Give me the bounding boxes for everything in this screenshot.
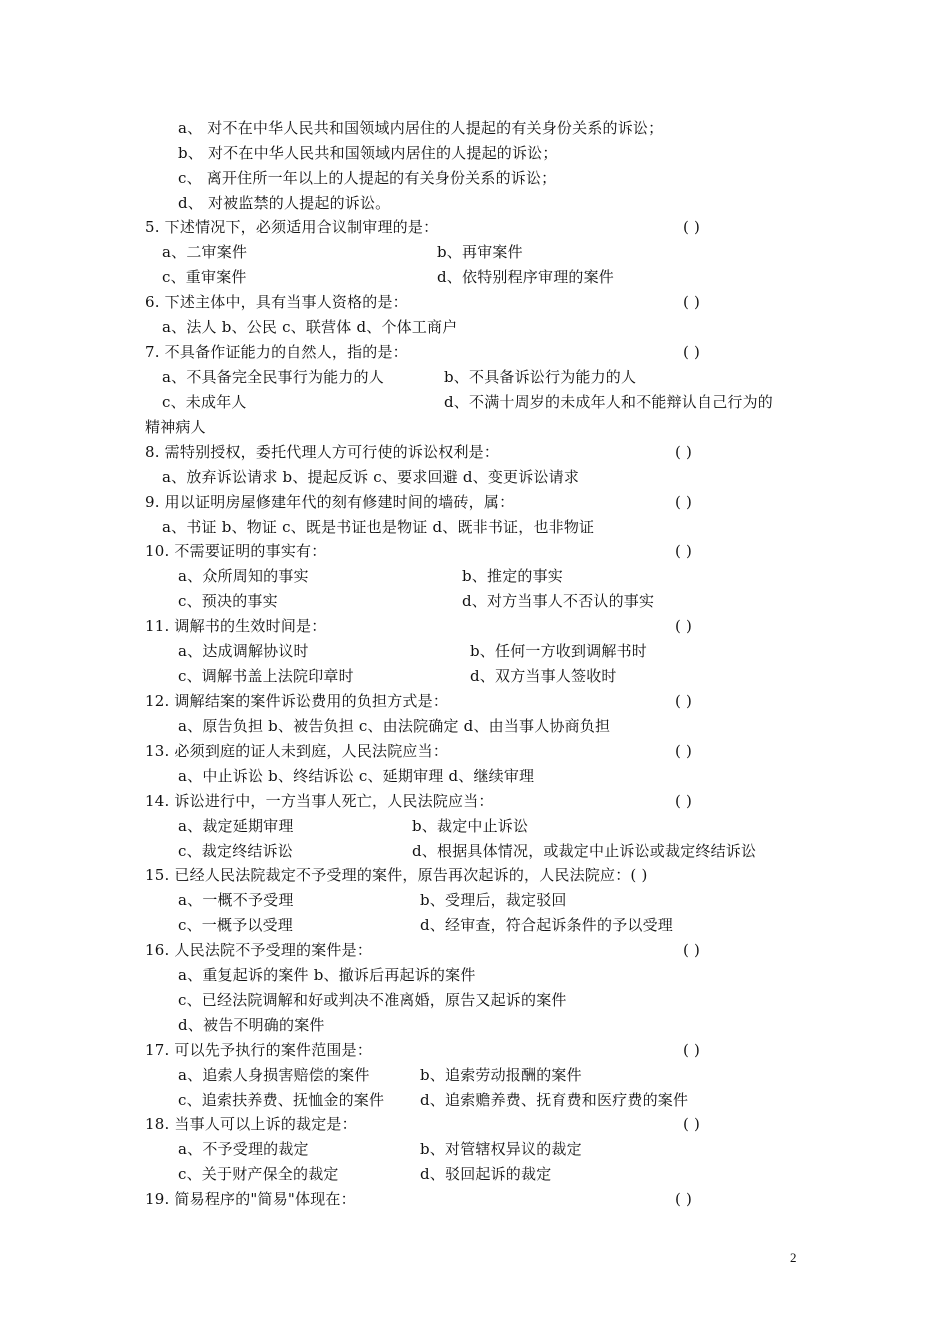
text-line-q10-c: c、预决的事实 — [178, 592, 278, 610]
text-line-q16-c: c、已经法院调解和好或判决不准离婚，原告又起诉的案件 — [178, 991, 567, 1009]
text-line-q18-b: b、对管辖权异议的裁定 — [420, 1140, 582, 1158]
text-line-q9-opts: a、书证 b、物证 c、既是书证也是物证 d、既非书证，也非物证 — [162, 518, 595, 536]
text-line-q17-b: b、追索劳动报酬的案件 — [420, 1066, 582, 1084]
text-line-q14-d: d、根据具体情况，或裁定中止诉讼或裁定终结诉讼 — [412, 842, 757, 860]
text-line-q14-paren: ( ) — [675, 792, 693, 810]
text-line-q16-ab: a、重复起诉的案件 b、撤诉后再起诉的案件 — [178, 966, 476, 984]
text-line-q7-paren: ( ) — [683, 343, 701, 361]
text-line-q17-d: d、追索赡养费、抚育费和医疗费的案件 — [420, 1091, 689, 1109]
text-line-q13-paren: ( ) — [675, 742, 693, 760]
text-line-q7-c: c、未成年人 — [162, 393, 247, 411]
text-line-q18-c: c、关于财产保全的裁定 — [178, 1165, 339, 1183]
text-line-q6-paren: ( ) — [683, 293, 701, 311]
text-line-q11-paren: ( ) — [675, 617, 693, 635]
text-line-q10-a: a、众所周知的事实 — [178, 567, 309, 585]
text-line-q14-b: b、裁定中止诉讼 — [412, 817, 529, 835]
text-line-q14-a: a、裁定延期审理 — [178, 817, 294, 835]
text-line-q4-c: c、 离开住所一年以上的人提起的有关身份关系的诉讼； — [178, 169, 557, 187]
text-line-q17-c: c、追索扶养费、抚恤金的案件 — [178, 1091, 385, 1109]
text-line-q19: 19. 简易程序的"简易"体现在： — [145, 1190, 356, 1208]
text-line-q9: 9. 用以证明房屋修建年代的刻有修建时间的墙砖，属： — [145, 493, 515, 511]
text-line-q17: 17. 可以先予执行的案件范围是： — [145, 1041, 373, 1059]
text-line-q10-d: d、对方当事人不否认的事实 — [462, 592, 655, 610]
text-line-q11-b: b、任何一方收到调解书时 — [470, 642, 648, 660]
text-line-q18: 18. 当事人可以上诉的裁定是： — [145, 1115, 357, 1133]
text-line-q7: 7. 不具备作证能力的自然人，指的是： — [145, 343, 408, 361]
text-line-q5-c: c、重审案件 — [162, 268, 247, 286]
text-line-q9-paren: ( ) — [675, 493, 693, 511]
text-line-q5-d: d、依特别程序审理的案件 — [437, 268, 615, 286]
text-line-q7-d2: 精神病人 — [145, 418, 206, 436]
text-line-q16-paren: ( ) — [683, 941, 701, 959]
text-line-q6: 6. 下述主体中，具有当事人资格的是： — [145, 293, 408, 311]
text-line-q15-a: a、一概不予受理 — [178, 891, 294, 909]
text-line-q15: 15. 已经人民法院裁定不予受理的案件，原告再次起诉的，人民法院应：( ) — [145, 866, 648, 884]
text-line-q11: 11. 调解书的生效时间是： — [145, 617, 327, 635]
text-line-q7-a: a、不具备完全民事行为能力的人 — [162, 368, 384, 386]
text-line-q12: 12. 调解结案的案件诉讼费用的负担方式是： — [145, 692, 449, 710]
text-line-q4-b: b、 对不在中华人民共和国领域内居住的人提起的诉讼； — [178, 144, 558, 162]
text-line-q11-a: a、达成调解协议时 — [178, 642, 309, 660]
text-line-q8-paren: ( ) — [675, 443, 693, 461]
text-line-q13-opts: a、中止诉讼 b、终结诉讼 c、延期审理 d、继续审理 — [178, 767, 535, 785]
text-line-q18-paren: ( ) — [683, 1115, 701, 1133]
text-line-q5: 5. 下述情况下，必须适用合议制审理的是： — [145, 218, 439, 236]
text-line-q14-c: c、裁定终结诉讼 — [178, 842, 294, 860]
text-line-q10-b: b、推定的事实 — [462, 567, 564, 585]
text-line-q11-d: d、双方当事人签收时 — [470, 667, 617, 685]
text-line-q15-b: b、受理后，裁定驳回 — [420, 891, 567, 909]
text-line-q6-opts: a、法人 b、公民 c、联营体 d、个体工商户 — [162, 318, 458, 336]
text-line-q10-paren: ( ) — [675, 542, 693, 560]
text-line-q19-paren: ( ) — [675, 1190, 693, 1208]
text-line-q5-a: a、二审案件 — [162, 243, 248, 261]
text-line-q7-d: d、不满十周岁的未成年人和不能辩认自己行为的 — [444, 393, 774, 411]
text-line-q18-a: a、不予受理的裁定 — [178, 1140, 309, 1158]
text-line-q8-opts: a、放弃诉讼请求 b、提起反诉 c、要求回避 d、变更诉讼请求 — [162, 468, 580, 486]
text-line-q7-b: b、不具备诉讼行为能力的人 — [444, 368, 637, 386]
text-line-q17-paren: ( ) — [683, 1041, 701, 1059]
text-line-q17-a: a、追索人身损害赔偿的案件 — [178, 1066, 370, 1084]
page-number: 2 — [790, 1250, 797, 1265]
text-line-q15-d: d、经审查，符合起诉条件的予以受理 — [420, 916, 674, 934]
text-line-q5-paren: ( ) — [683, 218, 701, 236]
text-line-q16-d: d、被告不明确的案件 — [178, 1016, 325, 1034]
text-line-q4-a: a、 对不在中华人民共和国领域内居住的人提起的有关身份关系的诉讼； — [178, 119, 664, 137]
text-line-q16: 16. 人民法院不予受理的案件是： — [145, 941, 373, 959]
text-line-q13: 13. 必须到庭的证人未到庭，人民法院应当： — [145, 742, 449, 760]
text-line-q8: 8. 需特别授权，委托代理人方可行使的诉讼权利是： — [145, 443, 500, 461]
text-line-q5-b: b、再审案件 — [437, 243, 523, 261]
text-line-q11-c: c、调解书盖上法院印章时 — [178, 667, 354, 685]
text-line-q14: 14. 诉讼进行中，一方当事人死亡，人民法院应当： — [145, 792, 494, 810]
text-line-q12-opts: a、原告负担 b、被告负担 c、由法院确定 d、由当事人协商负担 — [178, 717, 611, 735]
text-line-q12-paren: ( ) — [675, 692, 693, 710]
text-line-q18-d: d、驳回起诉的裁定 — [420, 1165, 552, 1183]
text-line-q15-c: c、一概予以受理 — [178, 916, 294, 934]
text-line-q10: 10. 不需要证明的事实有： — [145, 542, 327, 560]
text-line-q4-d: d、 对被监禁的人提起的诉讼。 — [178, 194, 391, 212]
